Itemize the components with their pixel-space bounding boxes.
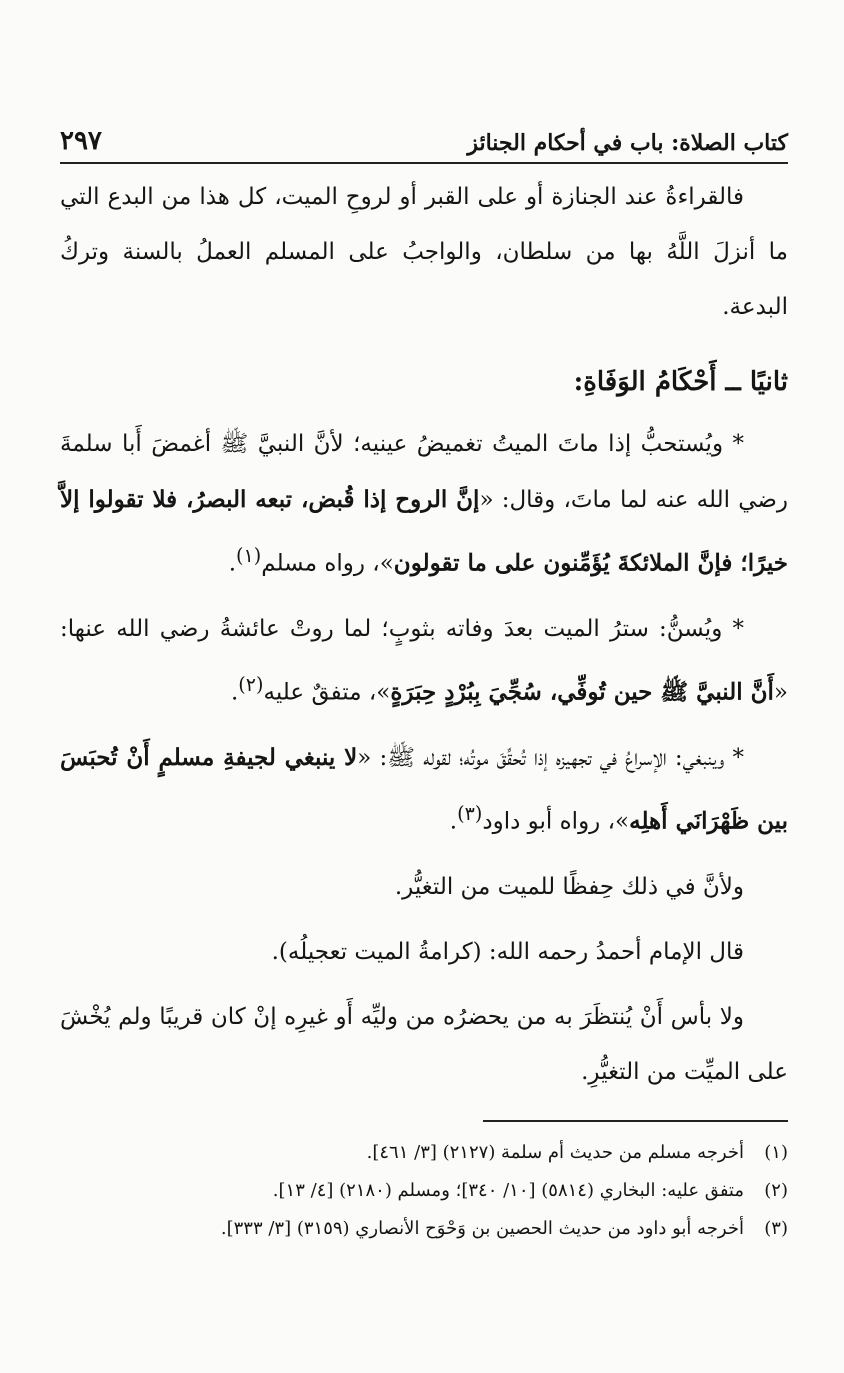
paragraph-waiting: ولا بأس أَنْ يُنتظَرَ به من يحضرُه من وليِّه أَو غيرِه إنْ كان قريبًا ولم يُخْشَ على الميِّت من التغيُّرِ. (60, 1003, 788, 1085)
p2-hadith-quote: أَنَّ النبيَّ ﷺ حين تُوفِّي، سُجِّيَ بِبُرْدٍ حِبَرَةٍ (390, 678, 774, 706)
footnote-2 (60, 1172, 788, 1210)
running-header (60, 118, 788, 164)
footnotes (60, 1134, 788, 1248)
footnote-divider (483, 1120, 788, 1122)
paragraph-covering (60, 602, 788, 721)
p1-end: . (228, 550, 236, 577)
p2-lead: * ويُسنُّ: سترُ الميت بعدَ وفاته بثوبٍ؛ لما روتْ عائشةُ رضي الله عنها: « (60, 615, 788, 706)
book-page (60, 118, 788, 1248)
p3-hadith-quote: لا ينبغي لجيفةِ مسلمٍ أَنْ تُحبَسَ بين ظَهْرَانَي أَهلِه (60, 744, 788, 835)
chapter-title: كتاب الصلاة: باب في أحكام الجنائز (467, 130, 788, 156)
footnote-number: (٣) (764, 1217, 788, 1239)
footnote-text: متفق عليه: البخاري (٥٨١٤) [١٠/ ٣٤٠]؛ ومسلم (٢١٨٠) [٤/ ١٣]. (272, 1179, 744, 1201)
footnote-ref-3: (٣) (457, 802, 483, 826)
p3-end: . (449, 808, 458, 835)
footnote-ref-2: (٢) (238, 672, 264, 696)
p2-end: . (230, 679, 239, 706)
p1-hadith-quote: إنَّ الروح إذا قُبض، تبعه البصرُ، فلا تقولوا إلاَّ خيرًا؛ فإنَّ الملائكةَ يُؤَمِّنون على ما تقولون (60, 486, 788, 577)
section-heading: ثانيًا ــ أَحْكَامُ الوَفَاةِ: (573, 367, 788, 397)
p3-tail: »، رواه أبو داود (482, 808, 630, 835)
p1-lead: * ويُستحبُّ إذا ماتَ الميتُ تغميضُ عينيه؛ لأنَّ النبيَّ ﷺ أغمضَ أَبا سلمةَ رضي الله عنه لما ماتَ، وقال: « (60, 431, 789, 513)
page-number: ٢٩٧ (60, 126, 102, 156)
footnote-1 (60, 1134, 788, 1172)
footnote-text: أخرجه مسلم من حديث أم سلمة (٢١٢٧) [٣/ ٤٦١]. (366, 1141, 744, 1163)
intro-paragraph: فالقراءةُ عند الجنازة أو على القبر أو لروحِ الميت، كل هذا من البدع التي ما أنزلَ اللَّهُ بها من سلطان، والواجبُ على المسلم العملُ بالسنة وتركُ البدعة. (60, 184, 788, 320)
footnote-3 (60, 1210, 788, 1248)
p1-tail: »، رواه مسلم (261, 550, 394, 577)
footnote-number: (١) (764, 1141, 788, 1163)
p2-tail: »، متفقٌ عليه (263, 679, 391, 706)
p3-lead: * وينبغي: الإسراعُ في تجهيزه إذا تُحقِّقَ موتُه؛ لقوله ﷺ: « (357, 745, 744, 772)
paragraph-hastening (60, 730, 788, 850)
paragraph-imam-ahmad: قال الإمام أحمدُ رحمه الله: (كرامةُ الميت تعجيلُه). (271, 938, 744, 965)
paragraph-preservation: ولأنَّ في ذلك حِفظًا للميت من التغيُّر. (394, 873, 744, 900)
footnote-ref-1: (١) (236, 544, 262, 567)
paragraph-closing-eyes (60, 417, 788, 592)
footnote-text: أخرجه أبو داود من حديث الحصين بن وَحْوَح الأنصاري (٣١٥٩) [٣/ ٣٣٣]. (220, 1217, 744, 1239)
footnote-number: (٢) (764, 1179, 788, 1201)
